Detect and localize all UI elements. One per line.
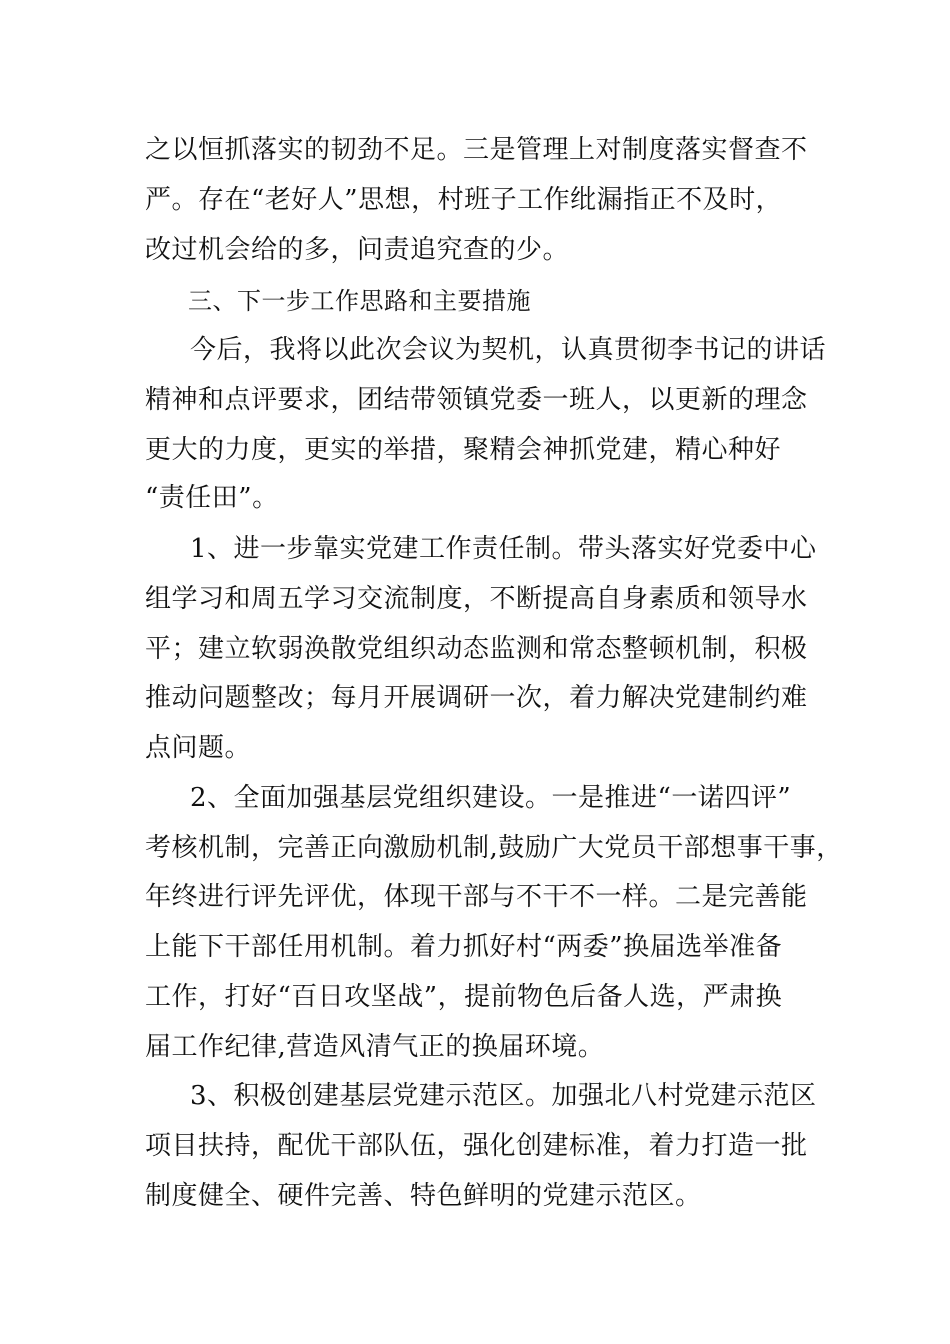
body-text-line: 之以恒抓落实的韧劲不足。三是管理上对制度落实督查不 (145, 135, 808, 165)
body-text-line: 届工作纪律,营造风清气正的换届环境。 (145, 1032, 605, 1062)
body-text-line: 制度健全、硬件完善、特色鲜明的党建示范区。 (145, 1181, 702, 1211)
body-text-line: 考核机制，完善正向激励机制,鼓励广大党员干部想事干事， (145, 833, 843, 863)
body-text-line: 改过机会给的多，问责追究查的少。 (145, 235, 570, 265)
list-item-3-first-line: 3、积极创建基层党建示范区。加强北八村党建示范区 (190, 1081, 817, 1111)
body-text-line: “责任田”。 (145, 483, 279, 513)
body-text-line: 推动问题整改；每月开展调研一次，着力解决党建制约难 (145, 683, 808, 713)
body-text-line: 工作，打好“百日攻坚战”，提前物色后备人选，严肃换 (145, 982, 783, 1012)
body-text-line: 项目扶持，配优干部队伍，强化创建标准，着力打造一批 (145, 1131, 808, 1161)
list-item-1-first-line: 1、进一步靠实党建工作责任制。带头落实好党委中心 (190, 534, 817, 564)
body-text-line: 上能下干部任用机制。着力抓好村“两委”换届选举准备 (145, 932, 783, 962)
paragraph-first-line: 今后，我将以此次会议为契机，认真贯彻李书记的讲话 (190, 335, 827, 365)
section-heading: 三、下一步工作思路和主要措施 (188, 287, 531, 315)
body-text-line: 平；建立软弱涣散党组织动态监测和常态整顿机制，积极 (145, 634, 808, 664)
body-text-line: 年终进行评先评优，体现干部与不干不一样。二是完善能 (145, 882, 808, 912)
body-text-line: 更大的力度，更实的举措，聚精会神抓党建，精心种好 (145, 435, 782, 465)
body-text-line: 组学习和周五学习交流制度，不断提高自身素质和领导水 (145, 584, 808, 614)
body-text-line: 严。存在“老好人”思想，村班子工作纰漏指正不及时， (145, 185, 783, 215)
body-text-line: 精神和点评要求，团结带领镇党委一班人，以更新的理念 (145, 385, 808, 415)
body-text-line: 点问题。 (145, 733, 252, 763)
list-item-2-first-line: 2、全面加强基层党组织建设。一是推进“一诺四评” (190, 783, 792, 813)
